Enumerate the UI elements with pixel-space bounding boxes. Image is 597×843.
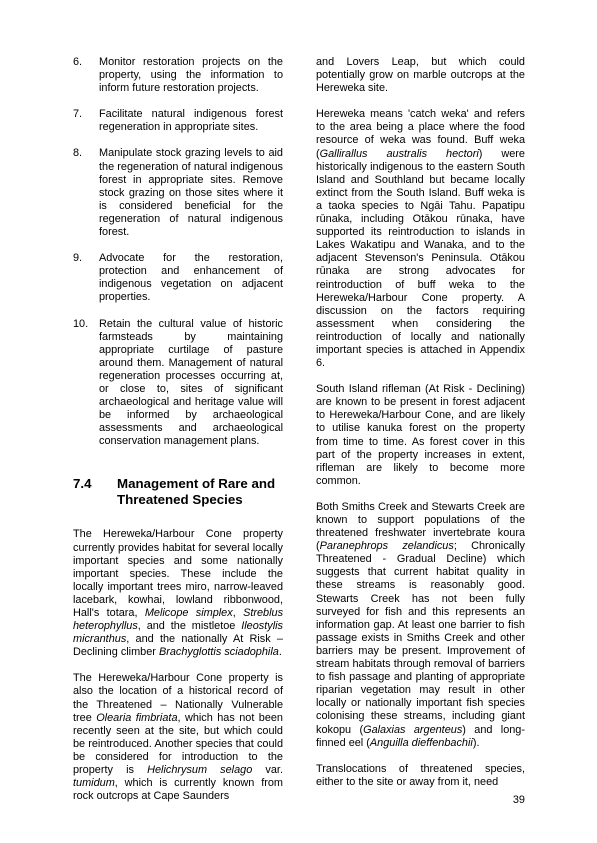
list-item-number: 8. [73,147,83,160]
list-item-number: 10. [73,317,89,330]
list-item [73,56,283,95]
text-run: , and the mistletoe [137,620,242,633]
list-item-number: 9. [73,252,83,265]
left-column [73,56,283,816]
list-item-text: Monitor restoration projects on the property, using the information to inform future restoration projects. [99,56,283,95]
paragraph [316,108,525,370]
paragraph [73,672,283,803]
species-name: Olearia fimbriata [96,711,178,724]
list-item-text: Retain the cultural value of historic farmsteads by maintaining appropriate curtilage of pasture around them. Management of natural regeneration processes occurring at, or close to, sites of significant archaeological and heritage value will be informed by archaeological assessments and archaeological conservation management plans. [99,317,283,448]
text-run: Both Smiths Creek and Stewarts Creek are known to support populations of the threatened freshwater invertebrate koura ( [316,500,525,553]
text-run: , and the nationally At Risk – Declining climber [73,633,283,659]
text-run: ). [472,736,480,749]
list-item-number: 6. [73,56,83,68]
list-item [73,252,283,304]
paragraph: Translocations of threatened species, either to the site or away from it, need [316,762,525,788]
text-run: The Hereweka/Harbour Cone property is also the location of a historical record of the Threatened – Nationally Vulnerable tree [73,672,283,724]
text-run: , which is currently known from rock outcrops at Cape Saunders [73,777,283,803]
text-run: , which has not been recently seen at the site, but which could be reintroduced. Another species that could be considered for introduction to the property is [73,711,283,777]
text-run: . [278,646,282,659]
species-name: Paranephrops zelandicus [319,540,454,553]
text-run: ) and long-finned eel ( [316,723,525,749]
species-name: Helichrysum selago [147,764,253,777]
species-name: Streblus heterophyllus [73,607,284,633]
text-run: Hereweka means 'catch weka' and refers to the area being a place where the food resource of weka was found. Buff weka ( [316,108,525,160]
list-item-text: Manipulate stock grazing levels to aid the regeneration of natural indigenous forest in appropriate sites. Remove stock grazing on those sites where it is considered beneficial for the regeneration of natural indigenous forest. [99,147,283,239]
paragraph [73,528,283,659]
text-run: The Hereweka/Harbour Cone property currently provides habitat for several locally important species and some nationally important species. These include the locally important trees miro, narrow-leaved lacebark, kowhai, lowland ribbonwood, Hall's totara, [73,528,283,619]
page-number: 39 [512,794,525,806]
list-item [73,108,283,134]
species-name: Gallirallus australis hectori [319,147,479,160]
section-number: 7.4 [73,476,92,492]
text-run: var. [252,764,283,777]
species-name: Anguilla dieffenbachii [369,736,473,749]
list-item-text: Facilitate natural indigenous forest regeneration in appropriate sites. [99,108,283,134]
text-run: , [232,607,244,619]
paragraph: South Island rifleman (At Risk - Declining) are known to be present in forest adjacent to Hereweka/Harbour Cone, and are likely to utilise kanuka forest on the property from time to time. As forest cover in this part of the property increases in extent, rifleman are likely to become more common. [316,383,525,487]
text-run: ; Chronically Threatened - Gradual Decline) which suggests that current habitat quality in these streams is reasonably good. Stewarts Creek has not been fully surveyed for fish and this represents an information gap. At least one barrier to fish passage exists in Smiths Creek and other barriers may be present. Improvement of stream habitats through removal of barriers to fish passage and planting of appropriate riparian vegetation may result in other locally or nationally important fish species colonising these streams, including giant kokopu ( [316,540,525,736]
species-name: Brachyglottis sciadophila [158,646,279,659]
text-run: ) were historically indigenous to the eastern South Island and Southland but became locally extinct from the South Island. Buff weka is a taoka species to Ngāi Tahu. Papatipu rūnaka, including Otākou rūnaka, have supported its reintroduction to islands in Lakes Wakatipu and Wanaka, and to the adjacent Stevenson's Peninsula. Otākou rūnaka are strong advocates for reintroduction of buff weka to the Hereweka/Harbour Cone property. A discussion on the factors requiring assessment when considering the reintroduction of locally and nationally important species is attached in Appendix 6. [316,147,525,370]
list-item [73,318,283,449]
species-name: tumidum [73,777,115,790]
list-item-text: Advocate for the restoration, protection and enhancement of indigenous vegetation on adjacent properties. [99,252,283,304]
paragraph: and Lovers Leap, but which could potentially grow on marble outcrops at the Hereweka site. [316,56,525,95]
section-title: Management of Rare and Threatened Species [117,476,276,508]
list-item [73,147,283,239]
right-column [316,56,525,802]
species-name: Ileostylis micranthus [73,620,283,646]
list-item-number: 7. [73,108,83,121]
species-name: Melicope simplex [144,607,233,619]
paragraph [316,501,525,750]
section-heading [73,476,283,508]
species-name: Galaxias argenteus [363,723,463,736]
